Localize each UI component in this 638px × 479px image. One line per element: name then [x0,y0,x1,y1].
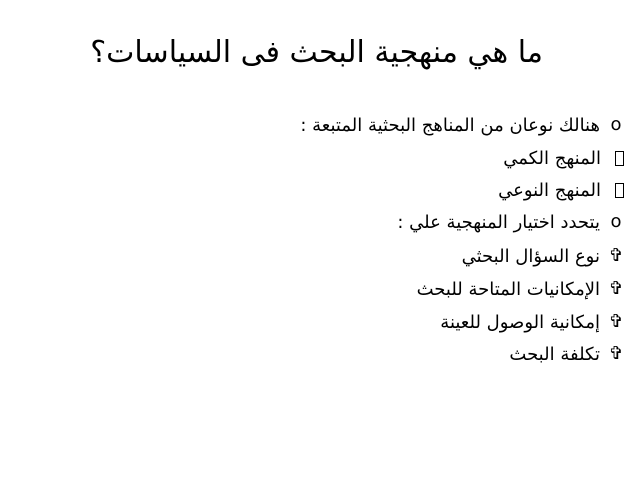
list-item-text: تكلفة البحث [509,344,600,365]
list-item-text: هنالك نوعان من المناهج البحثية المتبعة : [300,115,600,136]
list-item-text: الإمكانيات المتاحة للبحث [416,279,600,300]
list-item-text: المنهج النوعي [498,180,601,201]
cross-bullet-icon: ✞ [608,311,624,332]
list-item [462,243,624,271]
circle-bullet-icon: o [610,211,622,232]
box-icon [615,151,624,166]
list-item [498,177,624,205]
list-item-text: نوع السؤال البحثي [461,246,600,267]
list-item [509,341,624,369]
circle-bullet-icon: o [610,114,622,135]
cross-bullet-icon: ✞ [608,278,624,299]
list-item [440,309,624,337]
slide-title: ما هي منهجية البحث فى السياسات؟ [90,35,543,70]
list-item-text: يتحدد اختيار المنهجية علي : [397,212,600,233]
list-item-text: المنهج الكمي [503,148,601,169]
list-item [417,276,624,304]
box-icon [615,183,624,198]
list-item [397,209,624,237]
cross-bullet-icon: ✞ [608,343,624,364]
list-item [503,145,624,173]
list-item [300,112,624,140]
list-item-text: إمكانية الوصول للعينة [440,312,600,333]
cross-bullet-icon: ✞ [608,245,624,266]
